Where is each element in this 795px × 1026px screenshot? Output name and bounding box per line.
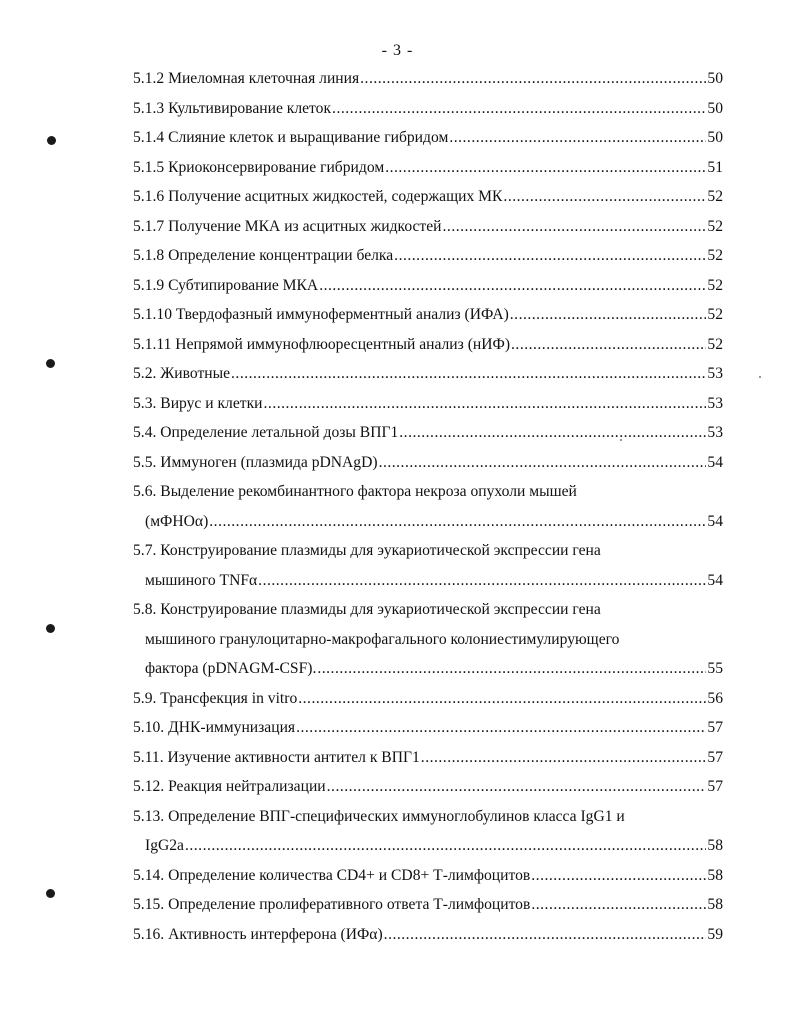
- toc-page-number: 56: [707, 689, 723, 707]
- dot-leader: [264, 389, 707, 419]
- toc-entry: [133, 271, 723, 301]
- toc-entry: [133, 802, 723, 861]
- toc-entry-text: 5.10. ДНК-иммунизация: [133, 719, 296, 736]
- toc-entry-text: 5.9. Трансфекция in vitro: [133, 689, 298, 707]
- toc-entry-text: 5.8. Конструирование плазмиды для эукариотической экспрессии гена: [133, 601, 601, 618]
- dot-leader: [360, 64, 706, 94]
- toc-entry: [133, 359, 723, 389]
- toc-entry-title-line: [133, 890, 723, 920]
- toc-entry: [133, 477, 723, 536]
- toc-entry-text: мышиного TNFα: [145, 571, 258, 589]
- dot-leader: [385, 153, 706, 183]
- toc-entry-text: мышиного гранулоцитарно-макрофагального колониестимулирующего: [145, 630, 620, 648]
- toc-entry: [133, 713, 723, 743]
- toc-entry-title-line: [133, 182, 723, 212]
- toc-entry-text: 5.16. Активность интерферона (ИФα): [133, 925, 383, 943]
- dot-leader: [332, 94, 706, 124]
- toc-entry: [133, 330, 723, 360]
- punch-hole-mark: [47, 136, 56, 145]
- dot-leader: [421, 743, 707, 773]
- scan-speck: [620, 439, 622, 441]
- toc-entry-title-line: [133, 920, 723, 950]
- toc-entry-title-line: [133, 64, 723, 94]
- dot-leader: [185, 831, 706, 861]
- toc-page-number: 57: [707, 719, 723, 736]
- toc-page-number: 52: [707, 247, 723, 264]
- dot-leader: [319, 271, 706, 301]
- toc-entry-text: 5.1.7 Получение МКА из асцитных жидкостей: [133, 217, 442, 235]
- toc-entry-continuation-line: [133, 625, 723, 655]
- dot-leader: [327, 772, 707, 802]
- toc-entry-title-line: [133, 743, 723, 773]
- toc-entry-text: 5.1.10 Твердофазный иммуноферментный анализ (ИФА): [133, 306, 509, 323]
- toc-entry-text: 5.12. Реакция нейтрализации: [133, 778, 326, 795]
- dot-leader: [531, 890, 706, 920]
- toc-entry: [133, 212, 723, 242]
- toc-entry-title-line: [133, 477, 723, 507]
- toc-entry-title-line: [133, 389, 723, 419]
- dot-leader: [511, 330, 706, 360]
- toc-entry-text: 5.3. Вирус и клетки: [133, 394, 263, 412]
- toc-page-number: 53: [707, 394, 723, 412]
- toc-entry-text: 5.4. Определение летальной дозы ВПГ1: [133, 424, 399, 441]
- toc-page-number: 52: [707, 306, 723, 323]
- toc-page-number: 54: [707, 512, 723, 530]
- toc-entry-continuation-line: [133, 566, 723, 596]
- toc-entry: [133, 64, 723, 94]
- toc-page-number: 54: [707, 571, 723, 589]
- punch-hole-mark: [46, 624, 55, 633]
- toc-page-number: 58: [707, 837, 723, 854]
- toc-entry-title-line: [133, 300, 723, 330]
- dot-leader: [258, 566, 706, 596]
- dot-leader: [399, 418, 706, 448]
- dot-leader: [317, 654, 706, 684]
- dot-leader: [296, 713, 706, 743]
- toc-entry-text: 5.13. Определение ВПГ-специфических иммуноглобулинов класса IgG1 и: [133, 807, 625, 825]
- dot-leader: [384, 920, 707, 950]
- toc-entry-title-line: [133, 418, 723, 448]
- punch-hole-mark: [46, 359, 55, 368]
- toc-page-number: 52: [707, 188, 723, 205]
- toc-page-number: 59: [707, 925, 723, 943]
- toc-entry-continuation-line: [133, 831, 723, 861]
- toc-entry-text: 5.1.11 Непрямой иммунофлюоресцентный анализ (нИФ): [133, 335, 511, 353]
- toc-entry: [133, 448, 723, 478]
- toc-page-number: 55: [707, 660, 723, 677]
- toc-entry-title-line: [133, 713, 723, 743]
- toc-entry: [133, 772, 723, 802]
- dot-leader: [510, 300, 707, 330]
- toc-entry-title-line: [133, 241, 723, 271]
- toc-entry-continuation-line: [133, 507, 723, 537]
- toc-entry: [133, 389, 723, 419]
- toc-entry: [133, 241, 723, 271]
- page-number: - 3 -: [381, 42, 414, 59]
- dot-leader: [503, 182, 706, 212]
- toc-entry-title-line: [133, 536, 723, 566]
- dot-leader: [394, 241, 706, 271]
- toc-entry-title-line: [133, 271, 723, 301]
- toc-entry: [133, 182, 723, 212]
- toc-entry-text: 5.5. Иммуноген (плазмида pDNAgD): [133, 453, 378, 471]
- toc-entry-text: 5.14. Определение количества CD4+ и CD8+ Т-лимфоцитов: [133, 866, 531, 884]
- toc-entry-title-line: [133, 448, 723, 478]
- toc-entry-text: 5.15. Определение пролиферативного ответа Т-лимфоцитов: [133, 896, 531, 913]
- toc-entry-title-line: [133, 802, 723, 832]
- toc-entry: [133, 153, 723, 183]
- toc-page-number: 50: [707, 70, 723, 87]
- toc-entry: [133, 920, 723, 950]
- punch-hole-mark: [46, 889, 55, 898]
- toc-entry-title-line: [133, 212, 723, 242]
- dot-leader: [531, 861, 706, 891]
- toc-entry: [133, 418, 723, 448]
- toc-entry-title-line: [133, 684, 723, 714]
- scan-speck: [759, 376, 761, 378]
- toc-entry: [133, 595, 723, 684]
- toc-entry-text: 5.1.6 Получение асцитных жидкостей, содержащих МК: [133, 188, 503, 205]
- toc-entry: [133, 94, 723, 124]
- toc-entry-title-line: [133, 330, 723, 360]
- toc-page-number: 57: [707, 778, 723, 795]
- toc-entry: [133, 123, 723, 153]
- toc-entry-text: 5.11. Изучение активности антител к ВПГ1: [133, 748, 420, 766]
- toc-page-number: 50: [707, 129, 723, 146]
- toc-entry-title-line: [133, 153, 723, 183]
- toc-entry-text: 5.7. Конструирование плазмиды для эукариотической экспрессии гена: [133, 542, 601, 559]
- toc-entry-text: 5.1.5 Криоконсервирование гибридом: [133, 158, 385, 176]
- toc-entry-title-line: [133, 861, 723, 891]
- toc-page-number: 52: [707, 276, 723, 294]
- toc-entry-title-line: [133, 94, 723, 124]
- toc-entry-text: 5.2. Животные: [133, 365, 231, 382]
- dot-leader: [379, 448, 707, 478]
- dot-leader: [209, 507, 706, 537]
- toc-entry-title-line: [133, 359, 723, 389]
- toc-page-number: 57: [707, 748, 723, 766]
- toc-page-number: 53: [707, 365, 723, 382]
- toc-entry-text: 5.1.2 Миеломная клеточная линия: [133, 70, 360, 87]
- toc-entry: [133, 536, 723, 595]
- toc-entry-continuation-line: [133, 654, 723, 684]
- toc-page-number: 58: [707, 896, 723, 913]
- toc-page-number: 50: [707, 99, 723, 117]
- toc-entry: [133, 743, 723, 773]
- dot-leader: [443, 212, 707, 242]
- toc-page-number: 52: [707, 335, 723, 353]
- toc-page-number: 51: [707, 158, 723, 176]
- toc-entry: [133, 300, 723, 330]
- toc-page-number: 54: [707, 453, 723, 471]
- toc-page-number: 52: [707, 217, 723, 235]
- dot-leader: [449, 123, 706, 153]
- toc-entry-text: 5.1.8 Определение концентрации белка: [133, 247, 394, 264]
- toc-entry-title-line: [133, 123, 723, 153]
- toc-entry: [133, 684, 723, 714]
- toc-entry: [133, 890, 723, 920]
- table-of-contents: [133, 64, 723, 949]
- toc-page-number: 58: [707, 866, 723, 884]
- toc-page-number: 53: [707, 424, 723, 441]
- toc-entry-title-line: [133, 595, 723, 625]
- toc-entry-text: IgG2a: [145, 837, 184, 854]
- toc-entry-text: 5.1.9 Субтипирование МКА: [133, 276, 319, 294]
- toc-entry-text: 5.1.4 Слияние клеток и выращивание гибридом: [133, 129, 449, 146]
- toc-entry-text: 5.1.3 Культивирование клеток: [133, 99, 332, 117]
- toc-entry-text: фактора (pDNAGM-CSF).: [145, 660, 317, 677]
- toc-entry-text: 5.6. Выделение рекомбинантного фактора некроза опухоли мышей: [133, 483, 577, 500]
- dot-leader: [298, 684, 706, 714]
- toc-entry-title-line: [133, 772, 723, 802]
- toc-entry: [133, 861, 723, 891]
- dot-leader: [231, 359, 706, 389]
- toc-entry-text: (мФНОα): [145, 512, 209, 530]
